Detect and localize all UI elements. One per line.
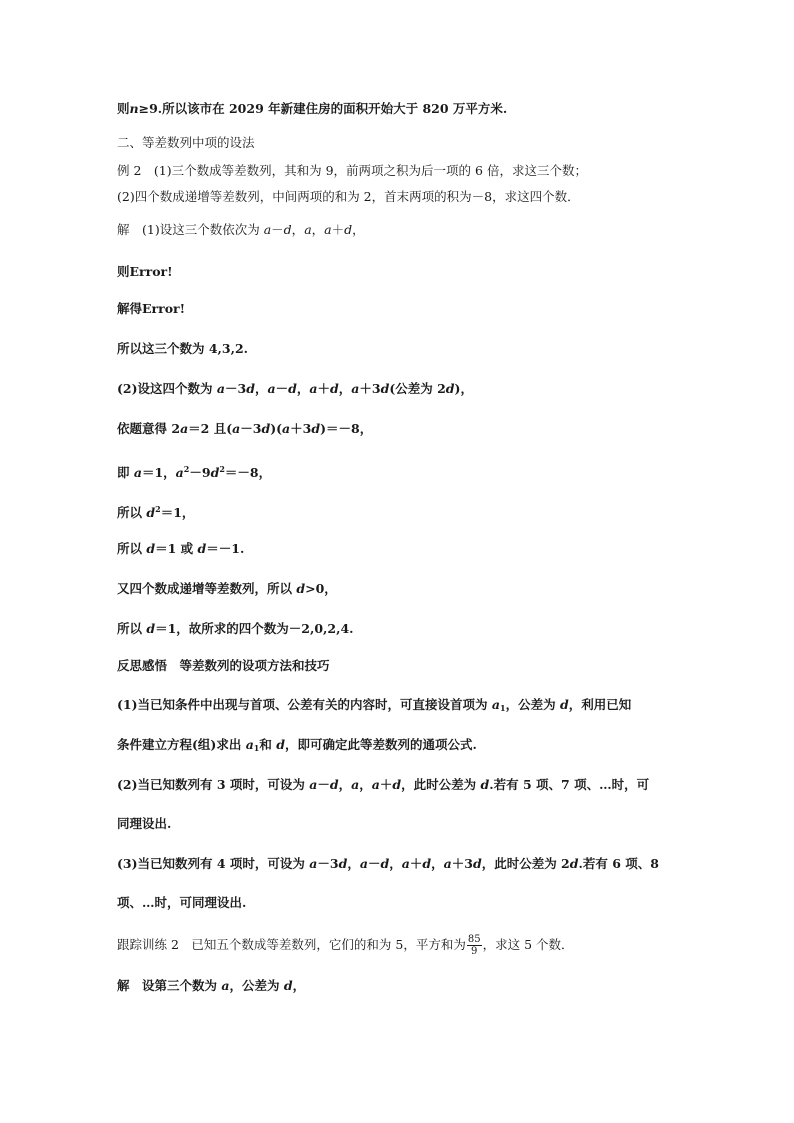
solution-line-3 <box>117 301 185 317</box>
practice-2 <box>117 934 574 957</box>
var: a <box>175 465 184 480</box>
text: (1)当已知条件中出现与首项、公差有关的内容时，可直接设首项为 <box>117 697 492 712</box>
reflection-point-1 <box>117 697 631 716</box>
text: 条件建立方程(组)求出 <box>117 737 246 752</box>
var: n <box>129 101 139 116</box>
text: 则Error! <box>117 264 173 279</box>
var: a <box>309 856 318 871</box>
var: a <box>221 978 230 993</box>
var: d <box>246 381 255 396</box>
var: d <box>276 737 285 752</box>
var: d <box>146 505 156 520</box>
reflection-point-2-cont <box>117 816 171 832</box>
solution-line-10 <box>117 581 337 597</box>
var: d <box>329 381 339 396</box>
text: ＋ <box>317 381 330 396</box>
text: 二、等差数列中项的设法 <box>117 135 255 150</box>
text: 反思感悟 等差数列的设项方法和技巧 <box>117 658 330 673</box>
text: 所以 <box>117 621 147 636</box>
text: ，公差为 <box>505 697 560 712</box>
text: 和 <box>259 737 277 752</box>
text: 项、…时，可同理设出. <box>117 895 247 910</box>
text: 跟踪训练 2 已知五个数成等差数列，它们的和为 5，平方和为 <box>117 937 466 952</box>
text: ， <box>359 777 372 792</box>
var: a <box>401 856 410 871</box>
text: ，公差为 <box>229 978 284 993</box>
text: ， <box>338 777 352 792</box>
text: ＝1，故所求的四个数为－2,0,2,4. <box>155 621 354 636</box>
solution-line-9 <box>117 541 244 557</box>
solution-line-8 <box>117 501 194 521</box>
solution-line-1 <box>117 222 365 238</box>
text: ＋ <box>379 777 393 792</box>
var: d <box>472 856 482 871</box>
fraction <box>467 934 482 957</box>
text: )＝－8， <box>320 421 373 436</box>
text: ， <box>431 856 444 871</box>
text: ， <box>352 222 365 237</box>
text: ， <box>292 978 306 993</box>
var: d <box>422 856 432 871</box>
var: d <box>210 465 220 480</box>
var: d <box>380 856 390 871</box>
text: －3 <box>317 856 339 871</box>
text: 即 <box>117 465 134 480</box>
reflection-point-3-cont <box>117 895 246 911</box>
text: ，此时公差为 2 <box>481 856 570 871</box>
exponent: 2 <box>155 504 161 514</box>
text: ＝－8， <box>224 465 272 480</box>
text: 解 (1)设这三个数依次为 <box>117 222 264 237</box>
text: ＝－1. <box>206 541 245 556</box>
text: ＝2 且( <box>188 421 233 436</box>
var: d <box>569 856 579 871</box>
text: － <box>367 856 381 871</box>
reflection-point-1-cont <box>117 737 477 756</box>
line-conclusion <box>117 101 507 117</box>
text: ，即可确定此等差数列的通项公式. <box>284 737 477 752</box>
text: ＋3 <box>451 856 473 871</box>
text: )( <box>270 421 283 436</box>
text: 依题意得 2 <box>117 421 181 436</box>
text: ， <box>296 381 310 396</box>
var: a <box>371 777 380 792</box>
text: 同理设出. <box>117 816 172 831</box>
var: a <box>267 381 276 396</box>
text: 解得Error! <box>117 301 186 316</box>
var: d <box>338 856 348 871</box>
text: － <box>317 777 330 792</box>
text: ， <box>311 222 325 237</box>
text: ＋ <box>409 856 423 871</box>
solution-line-11 <box>117 621 354 637</box>
text: －3 <box>240 421 262 436</box>
var: d <box>445 381 455 396</box>
text: ， <box>291 222 305 237</box>
reflection-point-2 <box>117 777 649 793</box>
text: ，此时公差为 <box>401 777 481 792</box>
var: a <box>282 421 291 436</box>
fraction-denominator: 9 <box>471 946 478 957</box>
text: 所以 <box>117 541 147 556</box>
text: ， <box>347 856 360 871</box>
var: d <box>480 777 490 792</box>
text: )， <box>454 381 473 396</box>
text: ， <box>254 381 268 396</box>
var: d <box>283 978 293 993</box>
solution-line-6 <box>117 421 372 437</box>
var: a <box>443 856 452 871</box>
text: ， <box>338 381 352 396</box>
var: a <box>359 856 368 871</box>
text: ＋3 <box>359 381 381 396</box>
var: d <box>311 421 321 436</box>
text: 又四个数成递增等差数列，所以 <box>117 581 297 596</box>
text: ，求这 5 个数． <box>482 937 574 952</box>
text: ， <box>389 856 402 871</box>
var: a <box>133 465 142 480</box>
var: d <box>380 381 390 396</box>
var: d <box>344 222 353 237</box>
example-2-part-2 <box>117 189 580 205</box>
var: a <box>245 737 254 752</box>
var: a <box>324 222 332 237</box>
var: d <box>261 421 271 436</box>
var: a <box>232 421 241 436</box>
var: a <box>491 697 500 712</box>
text: ≥9.所以该市在 2029 年新建住房的面积开始大于 820 万平方米. <box>138 101 508 116</box>
var: a <box>309 777 318 792</box>
text: (2)设这四个数为 <box>117 381 217 396</box>
var: d <box>392 777 402 792</box>
text: ，利用已知 <box>568 697 632 712</box>
var: a <box>263 222 272 237</box>
exponent: 2 <box>219 464 225 474</box>
practice-2-solution <box>117 978 305 994</box>
reflection-point-3 <box>117 856 659 872</box>
text: 所以 <box>117 505 147 520</box>
text: －9 <box>189 465 211 480</box>
text: ＝1， <box>141 465 176 480</box>
solution-line-2 <box>117 264 173 280</box>
fraction-numerator: 85 <box>467 934 481 945</box>
var: d <box>146 621 156 636</box>
text: ＝1， <box>160 505 195 520</box>
example-2-part-1 <box>117 163 587 179</box>
solution-line-7 <box>117 461 271 481</box>
reflection-heading <box>117 658 330 674</box>
exponent: 2 <box>183 464 190 474</box>
section-heading <box>117 135 255 151</box>
var: d <box>146 541 156 556</box>
var: a <box>216 381 225 396</box>
text: － <box>275 381 289 396</box>
var: a <box>309 381 318 396</box>
solution-line-5 <box>117 381 473 397</box>
var: d <box>283 222 292 237</box>
text: 解 设第三个数为 <box>117 978 222 993</box>
text: (3)当已知数列有 4 项时，可设为 <box>117 856 310 871</box>
text: － <box>271 222 284 237</box>
var: d <box>296 581 306 596</box>
var: d <box>559 697 569 712</box>
text: ＋3 <box>290 421 312 436</box>
text: .若有 6 项、8 <box>578 856 659 871</box>
var: a <box>180 421 189 436</box>
subscript: 1 <box>253 743 260 753</box>
var: a <box>351 777 360 792</box>
var: a <box>304 222 312 237</box>
solution-line-4 <box>117 341 248 357</box>
text: (公差为 2 <box>389 381 446 396</box>
text: (2)四个数成递增等差数列，中间两项的和为 2，首末两项的积为－8，求这四个数． <box>117 189 580 204</box>
var: d <box>288 381 297 396</box>
text: ＋ <box>331 222 345 237</box>
var: d <box>197 541 207 556</box>
text: ＝1 或 <box>155 541 198 556</box>
text: －3 <box>225 381 247 396</box>
subscript: 1 <box>500 703 506 713</box>
var: a <box>351 381 360 396</box>
text: .若有 5 项、7 项、…时，可 <box>489 777 650 792</box>
text: 例 2 (1)三个数成等差数列，其和为 9，前两项之积为后一项的 6 倍，求这三个数； <box>117 163 587 178</box>
text: 则 <box>117 101 130 116</box>
text: >0， <box>305 581 337 596</box>
text: (2)当已知数列有 3 项时，可设为 <box>117 777 310 792</box>
text: 所以这三个数为 4,3,2. <box>117 341 249 356</box>
var: d <box>329 777 339 792</box>
